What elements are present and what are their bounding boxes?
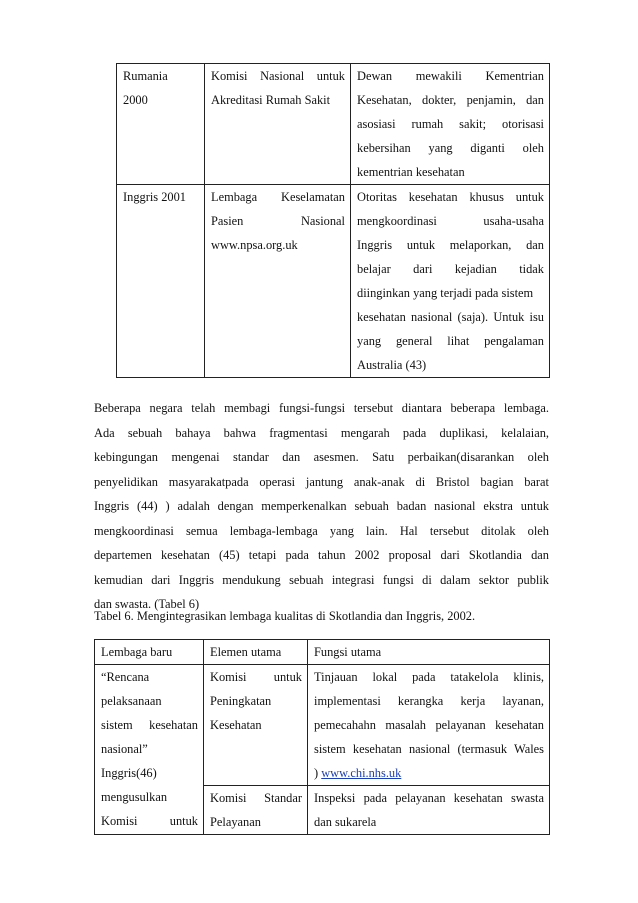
institution-cell: Lembaga Keselamatan Pasien Nasional www.npsa.org.uk [205, 185, 351, 378]
column-header: Fungsi utama [308, 640, 550, 665]
integration-table [94, 639, 550, 835]
function-cell: Inspeksi pada pelayanan kesehatan swasta dan sukarela [308, 786, 550, 835]
role-cell: Otoritas kesehatan khusus untuk mengkoordinasi usaha-usaha Inggris untuk melaporkan, dan belajar dari kejadian tidak diinginkan yang terjadi pada sistem kesehatan nasional (saja). Untuk isu yang general lihat pengalaman Australia (43) [351, 185, 550, 378]
header-row [95, 640, 550, 665]
element-cell: Komisi untuk Peningkatan Kesehatan [204, 665, 308, 786]
institutions-table [116, 63, 550, 378]
column-header: Lembaga baru [95, 640, 204, 665]
table-caption: Tabel 6. Mengintegrasikan lembaga kualitas di Skotlandia dan Inggris, 2002. [94, 609, 476, 623]
table-row [117, 64, 550, 185]
column-header: Elemen utama [204, 640, 308, 665]
body-paragraph: Beberapa negara telah membagi fungsi-fungsi tersebut diantara beberapa lembaga. Ada sebuah bahaya bahwa fragmentasi mengarah pada duplikasi, kelalaian, kebingungan mengenai standar dan asesmen. Satu perbaikan(disarankan oleh penyelidikan masyarakatpada operasi jantung anak-anak di Bristol bagian barat Inggris (44) ) adalah dengan memperkenalkan sebuah badan nasional ekstra untuk mengkoordinasi semua lembaga-lembaga yang lain. Hal tersebut ditolak oleh departemen kesehatan (45) tetapi pada tahun 2002 proposal dari Skotlandia dan kemudian dari Inggris mendukung sebuah integrasi fungsi di dalam sektor publik dan swasta. (Tabel 6) [94, 401, 549, 611]
role-cell: Dewan mewakili Kementrian Kesehatan, dokter, penjamin, dan asosiasi rumah sakit; otorisasi kebersihan yang diganti oleh kementrian kesehatan [351, 64, 550, 185]
table-row [117, 185, 550, 378]
new-institution-cell: “Rencana pelaksanaan sistem kesehatan nasional” Inggris(46) mengusulkan Komisi untuk [95, 665, 204, 835]
country-cell: Rumania 2000 [117, 64, 205, 185]
function-cell: Tinjauan lokal pada tatakelola klinis, implementasi kerangka kerja layanan, pemecahahn masalah pelayanan kesehatan sistem kesehatan nasional (termasuk Wales ) www.chi.nhs.uk [308, 665, 550, 786]
country-cell: Inggris 2001 [117, 185, 205, 378]
chi-website-link[interactable]: www.chi.nhs.uk [321, 766, 402, 780]
institution-cell: Komisi Nasional untuk Akreditasi Rumah Sakit [205, 64, 351, 185]
table-row [95, 665, 550, 786]
element-cell: Komisi Standar Pelayanan [204, 786, 308, 835]
